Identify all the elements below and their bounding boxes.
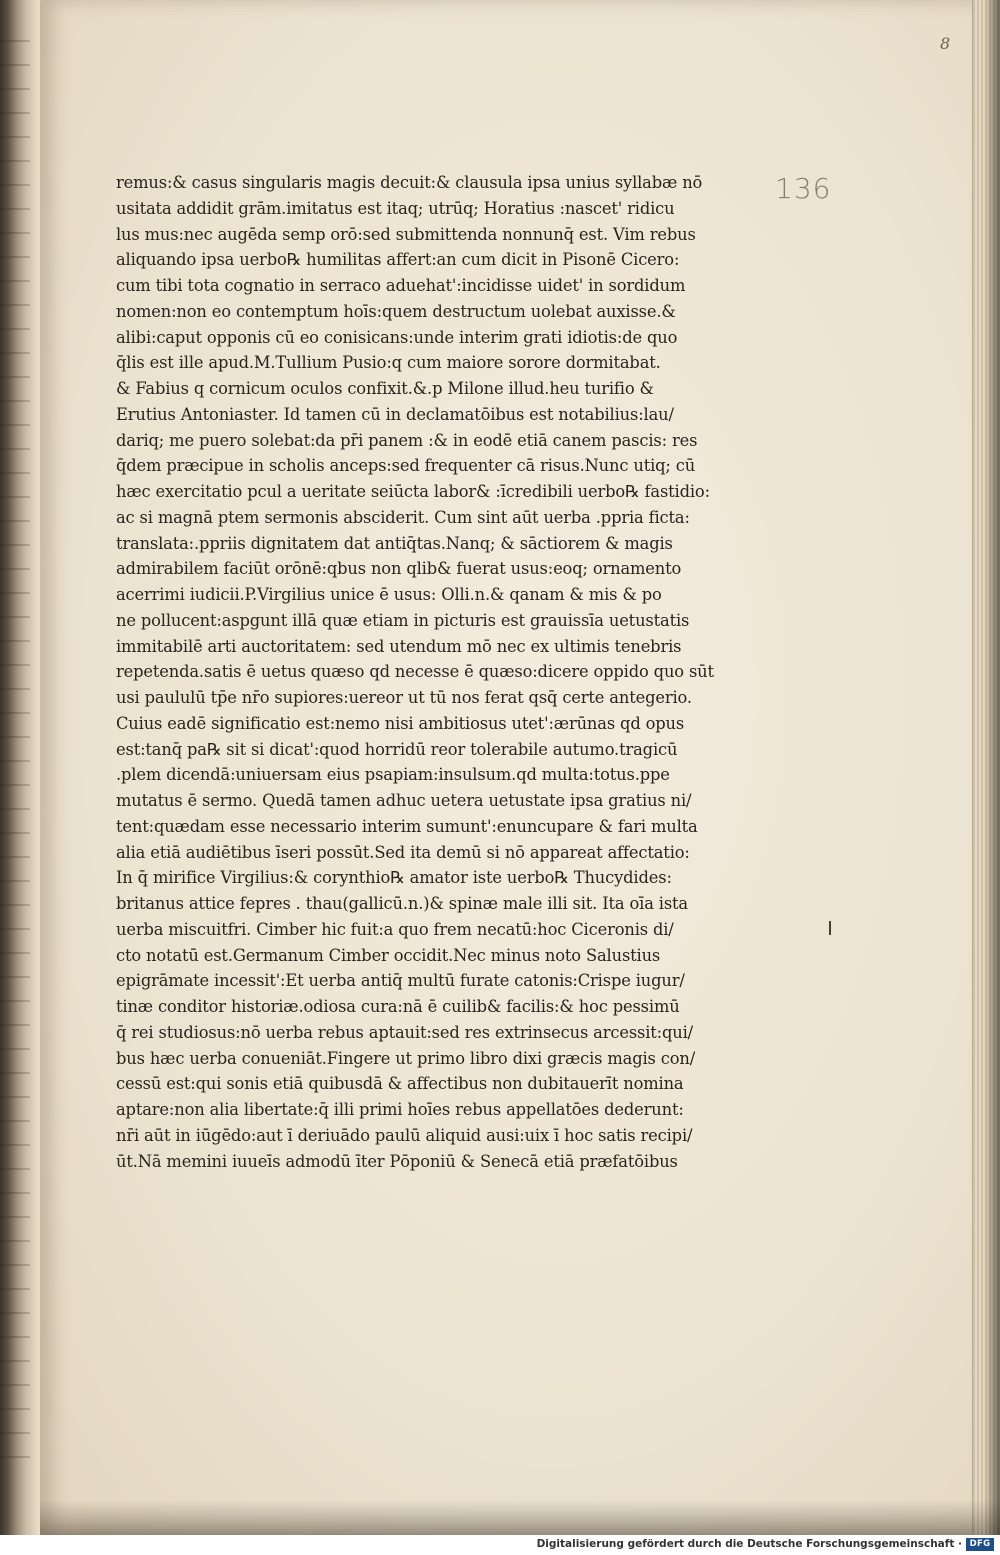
text-line: Erutius Antoniaster. Id tamen cū in declamatōibus est notabilius:lau/ — [116, 404, 674, 424]
text-line: cto notatū est.Germanum Cimber occidit.Nec minus noto Salustius — [116, 945, 661, 965]
text-line: cum tibi tota cognatio in serraco aduehat':incidisse uidet' in sordidum — [116, 276, 686, 295]
gutter-texture — [0, 40, 30, 1480]
funding-credit: Digitalisierung gefördert durch die Deutsche Forschungsgemeinschaft · — [536, 1538, 962, 1550]
bottom-shadow — [40, 1500, 1000, 1535]
page-number: 8 — [940, 34, 951, 53]
text-line: mutatus ē sermo. Quedā tamen adhuc uetera uetustate ipsa gratius ni/ — [116, 791, 692, 810]
dfg-logo: DFG — [966, 1538, 994, 1551]
text-line: epigrāmate incessit':Et uerba antiq̄ multū furate catonis:Crispe iugur/ — [116, 971, 685, 991]
text-line: ac si magnā ptem sermonis absciderit. Cum sint aūt uerba .ppria ficta: — [116, 507, 690, 527]
text-line: alia etiā audiētibus īseri possūt.Sed ita demū si nō appareat affectatio: — [116, 842, 690, 862]
text-line: aliquando ipsa uerbo℞ humilitas affert:an cum dicit in Pisonē Cicero: — [116, 250, 680, 270]
text-line: ūt.Nā memini iuueīs admodū īter Pōponiū & Senecā etiā præfatōibus — [116, 1151, 678, 1171]
text-line: Cuius eadē significatio est:nemo nisi ambitiosus utet':ærūnas qd opus — [116, 713, 685, 733]
text-line: hæc exercitatio pcul a ueritate seiūcta labor& :īcredibili uerbo℞ fastidio: — [116, 482, 710, 501]
text-line: translata:.ppriis dignitatem dat antiq̄tas.Nanq; & sāctiorem & magis — [116, 533, 673, 553]
margin-mark — [829, 921, 831, 935]
text-line: nr̄i aūt in iūgēdo:aut ī deriuādo paulū aliquid ausi:uix ī hoc satis recipi/ — [116, 1125, 693, 1145]
text-line: tinæ conditor historiæ.odiosa cura:nā ē cuilib& facilis:& hoc pessimū — [116, 997, 680, 1016]
pencil-foliation: 136 — [775, 172, 832, 205]
credit-bar — [0, 1535, 1000, 1555]
text-line: & Fabius q cornicum oculos confixit.&.p Milone illud.heu turifio & — [116, 379, 654, 398]
text-line: britanus attice fepres . thau(gallicū.n.)& spinæ male illi sit. Ita oīa ista — [116, 894, 688, 913]
text-line: lus mus:nec augēda semp orō:sed submittenda nonnunq̄ est. Vim rebus — [116, 224, 696, 244]
text-line: dariq; me puero solebat:da pr̄i panem :& in eodē etiā canem pascis: res — [116, 430, 698, 450]
text-line: q̄dem præcipue in scholis anceps:sed frequenter cā risus.Nunc utiq; cū — [116, 456, 696, 476]
text-line: q̄lis est ille apud.M.Tullium Pusio:q cum maiore sorore dormitabat. — [116, 353, 661, 373]
fore-edge-shadow — [984, 0, 1000, 1535]
text-line: tent:quædam esse necessario interim sumunt':enuncupare & fari multa — [116, 816, 698, 836]
text-line: cessū est:qui sonis etiā quibusdā & affectibus non dubitauerīt nomina — [116, 1074, 684, 1094]
text-line: ne pollucent:aspgunt illā quæ etiam in picturis est grauissīa uetustatis — [116, 610, 690, 630]
text-line: uerba miscuitfri. Cimber hic fuit:a quo frem necatū:hoc Ciceronis di/ — [116, 919, 674, 939]
text-line: alibi:caput opponis cū eo conisicans:unde interim grati idiotis:de quo — [116, 327, 678, 347]
text-line: acerrimi iudicii.P.Virgilius unice ē usus: Olli.n.& qanam & mis & po — [116, 585, 662, 604]
text-line: q̄ rei studiosus:nō uerba rebus aptauit:sed res extrinsecus arcessit:qui/ — [116, 1022, 694, 1042]
text-line: repetenda.satis ē uetus quæso qd necesse ē quæso:dicere oppido quo sūt — [116, 662, 714, 682]
text-line: aptare:non alia libertate:q̄ illi primi hoīes rebus appellatōes dederunt: — [116, 1100, 684, 1119]
text-line: immitabilē arti auctoritatem: sed utendum mō nec ex ultimis tenebris — [116, 636, 682, 656]
text-line: est:tanq̄ pa℞ sit si dicat':quod horridū reor tolerabile autumo.tragicū — [116, 739, 678, 759]
text-line: admirabilem faciūt orōnē:qbus non qlib& fuerat usus:eoq; ornamento — [116, 559, 682, 579]
text-line: In q̄ mirifice Virgilius:& corynthio℞ amator iste uerbo℞ Thucydides: — [116, 868, 672, 888]
text-line: usitata addidit grām.imitatus est itaq; utrūq; Horatius :nascet' ridicu — [116, 198, 675, 218]
text-block — [116, 170, 756, 1174]
text-line: remus:& casus singularis magis decuit:& clausula ipsa unius syllabæ nō — [116, 173, 703, 192]
text-line: nomen:non eo contemptum hoīs:quem destructum uolebat auxisse.& — [116, 301, 676, 321]
text-line: usi paululū tp̄e nr̄o supiores:uereor ut tū nos ferat qsq̄ certe antegerio. — [116, 688, 692, 707]
text-line: bus hæc uerba conueniāt.Fingere ut primo libro dixi græcis magis con/ — [116, 1048, 696, 1068]
text-line: .plem dicendā:uniuersam eius psapiam:insulsum.qd multa:totus.ppe — [116, 765, 670, 785]
